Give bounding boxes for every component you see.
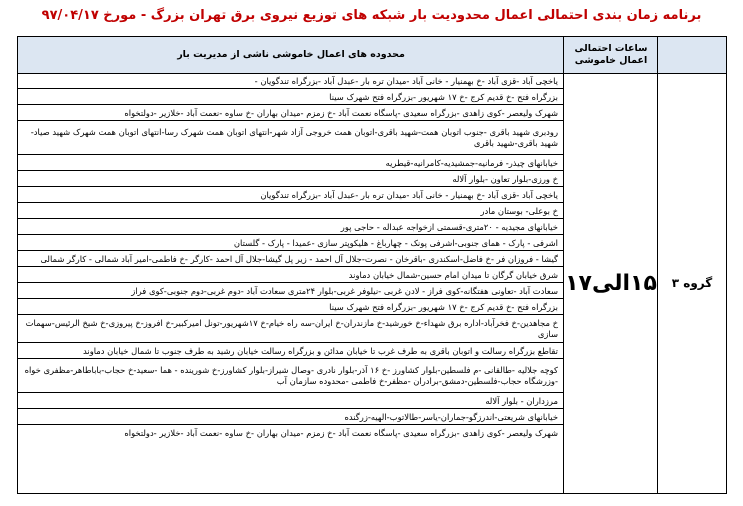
- group-cell: گروه ۳: [657, 73, 726, 493]
- area-text: اشرفی - پارک - همای جنوبی-اشرفی پونک - چهارباغ - هلیکوپتر سازی -عمیدا - پارک - گلستان: [233, 237, 558, 248]
- table-row: [18, 219, 564, 235]
- page-title: برنامه زمان بندی احتمالی اعمال محدودیت بار شبکه های توزیع نیروی برق تهران بزرگ - مورخ ۹۷/۰۴/۱۷: [41, 8, 702, 23]
- table-row: [18, 121, 564, 155]
- area-text: شرق خیابان گرگان تا میدان امام حسین-شمال خیابان دماوند: [348, 269, 558, 280]
- area-text: شهرک ولیعصر -کوی زاهدی -بزرگراه سعیدی -پاسگاه نعمت آباد -خ زمزم -میدان بهاران -خ ساوه -نعمت آباد -خلازیر -دولتخواه: [124, 428, 558, 438]
- header-group: [657, 37, 726, 73]
- area-text: بزرگراه فتح -خ قدیم کرج -خ ۱۷ شهریور -بزرگراه فتح شهرک سینا: [329, 301, 558, 312]
- area-text: خیابانهای مجیدیه - ۲۰متری-قسمتی ازخواجه عبداله - حاجی پور: [340, 221, 558, 232]
- table-row: [18, 409, 564, 425]
- table-row: [18, 251, 564, 267]
- table-row: [18, 315, 564, 343]
- table-header: [18, 37, 726, 74]
- table-row: [18, 187, 564, 203]
- time-range-cell: ۱۵الی۱۷: [563, 73, 658, 493]
- area-text: سعادت آباد -تعاونی هفتگانه-کوی فراز - لادن غربی -نیلوفر غربی-بلوار ۲۴متری سعادت آباد -دوم غربی-دوم جنوبی-کوی فراز: [131, 285, 558, 296]
- table-row: [18, 89, 564, 105]
- table-row: [18, 155, 564, 171]
- table-row: [18, 171, 564, 187]
- header-time: ساعات احتمالی اعمال خاموشی: [563, 37, 658, 73]
- table-row: [18, 343, 564, 359]
- area-text: یاخچی آباد -قزی آباد -خ بهمنیار - خانی آباد -میدان تره بار -عبدل آباد -بزرگراه تندگویان: [260, 189, 558, 200]
- table-row: [18, 105, 564, 121]
- table-row: [18, 299, 564, 315]
- area-text: خیابانهای شریعتی-اندرزگو-جماران-یاسر-طالاتوب-الهیه-زرگنده: [344, 411, 558, 422]
- area-text: خ مجاهدین-خ فخرآباد-اداره برق شهداء-خ خورشید-خ مازندران-خ ایران-سه راه خیام-خ ۱۷شهریور-تونل امیرکبیر-خ افروز-خ پیروزی-خ شیخ الرئیس-سهمات سازی: [25, 318, 558, 339]
- area-text: مرزداران - بلوار آلاله: [485, 395, 558, 406]
- header-area: محدوده های اعمال خاموشی ناشی از مدیریت بار: [177, 49, 405, 60]
- table-row: [18, 235, 564, 251]
- area-text: بزرگراه فتح -خ قدیم کرج -خ ۱۷ شهریور -بزرگراه فتح شهرک سینا: [329, 91, 558, 102]
- table-row: [18, 283, 564, 299]
- area-text: تقاطع بزرگراه رسالت و اتوبان باقری به طرف غرب تا خیابان مدائن و بزرگراه رسالت خیابان رشید به طرف جنوب تا شمال خیابان دماوند: [82, 345, 558, 356]
- area-list: [18, 73, 564, 493]
- area-text: خ ورزی-بلوار تعاون -بلوار آلاله: [452, 173, 558, 184]
- area-text: خ بوعلی- بوستان مادر: [480, 205, 558, 216]
- schedule-table: [17, 36, 727, 494]
- table-row: [18, 203, 564, 219]
- table-row: [18, 267, 564, 283]
- area-text: کوچه جلالیه -طالقانی -م فلسطین-بلوار کشاورز -خ ۱۶ آذر-بلوار نادری -وصال شیراز-بلوار کشاورز-خ شورینده - هما -سعید-خ حجاب-باباطاهر-مظفری خواه -وزرشگاه حجاب-فلسطین-دمشق-برادران -مظفر-خ فاطمی -محدوده سازمان آب: [24, 365, 558, 386]
- area-text: شهرک ولیعصر -کوی زاهدی -بزرگراه سعیدی -پاسگاه نعمت آباد -خ زمزم -میدان بهاران -خ ساوه -نعمت آباد -خلازیر -دولتخواه: [124, 107, 558, 118]
- area-text: رودبری شهید باقری -جنوب اتوبان همت-شهید باقری-اتوبان همت خروجی آزاد شهر-انتهای اتوبان همت شهرک رسا-انتهای اتوبان همت شهرک شهید صیاد-شهید باقری-شهید باقری: [30, 127, 558, 148]
- table-row: [18, 425, 564, 441]
- table-row: [18, 359, 564, 393]
- table-row: [18, 73, 564, 89]
- table-row: [18, 393, 564, 409]
- area-text: یاخچی آباد -قزی آباد -خ بهمنیار - خانی آباد -میدان تره بار -عبدل آباد -بزرگراه تندگویان -: [254, 75, 558, 86]
- area-text: خیابانهای چیذر- فرمانیه-جمشیدیه-کامرانیه-قیطریه: [385, 157, 558, 168]
- area-text: گیشا - فروزان فر -خ فاضل-اسکندری -باقرخان - نصرت-جلال آل احمد - زیر پل گیشا-جلال آل احمد -کارگر -خ فاطمی-امیر آباد شمالی - کارگر شمالی: [40, 253, 558, 264]
